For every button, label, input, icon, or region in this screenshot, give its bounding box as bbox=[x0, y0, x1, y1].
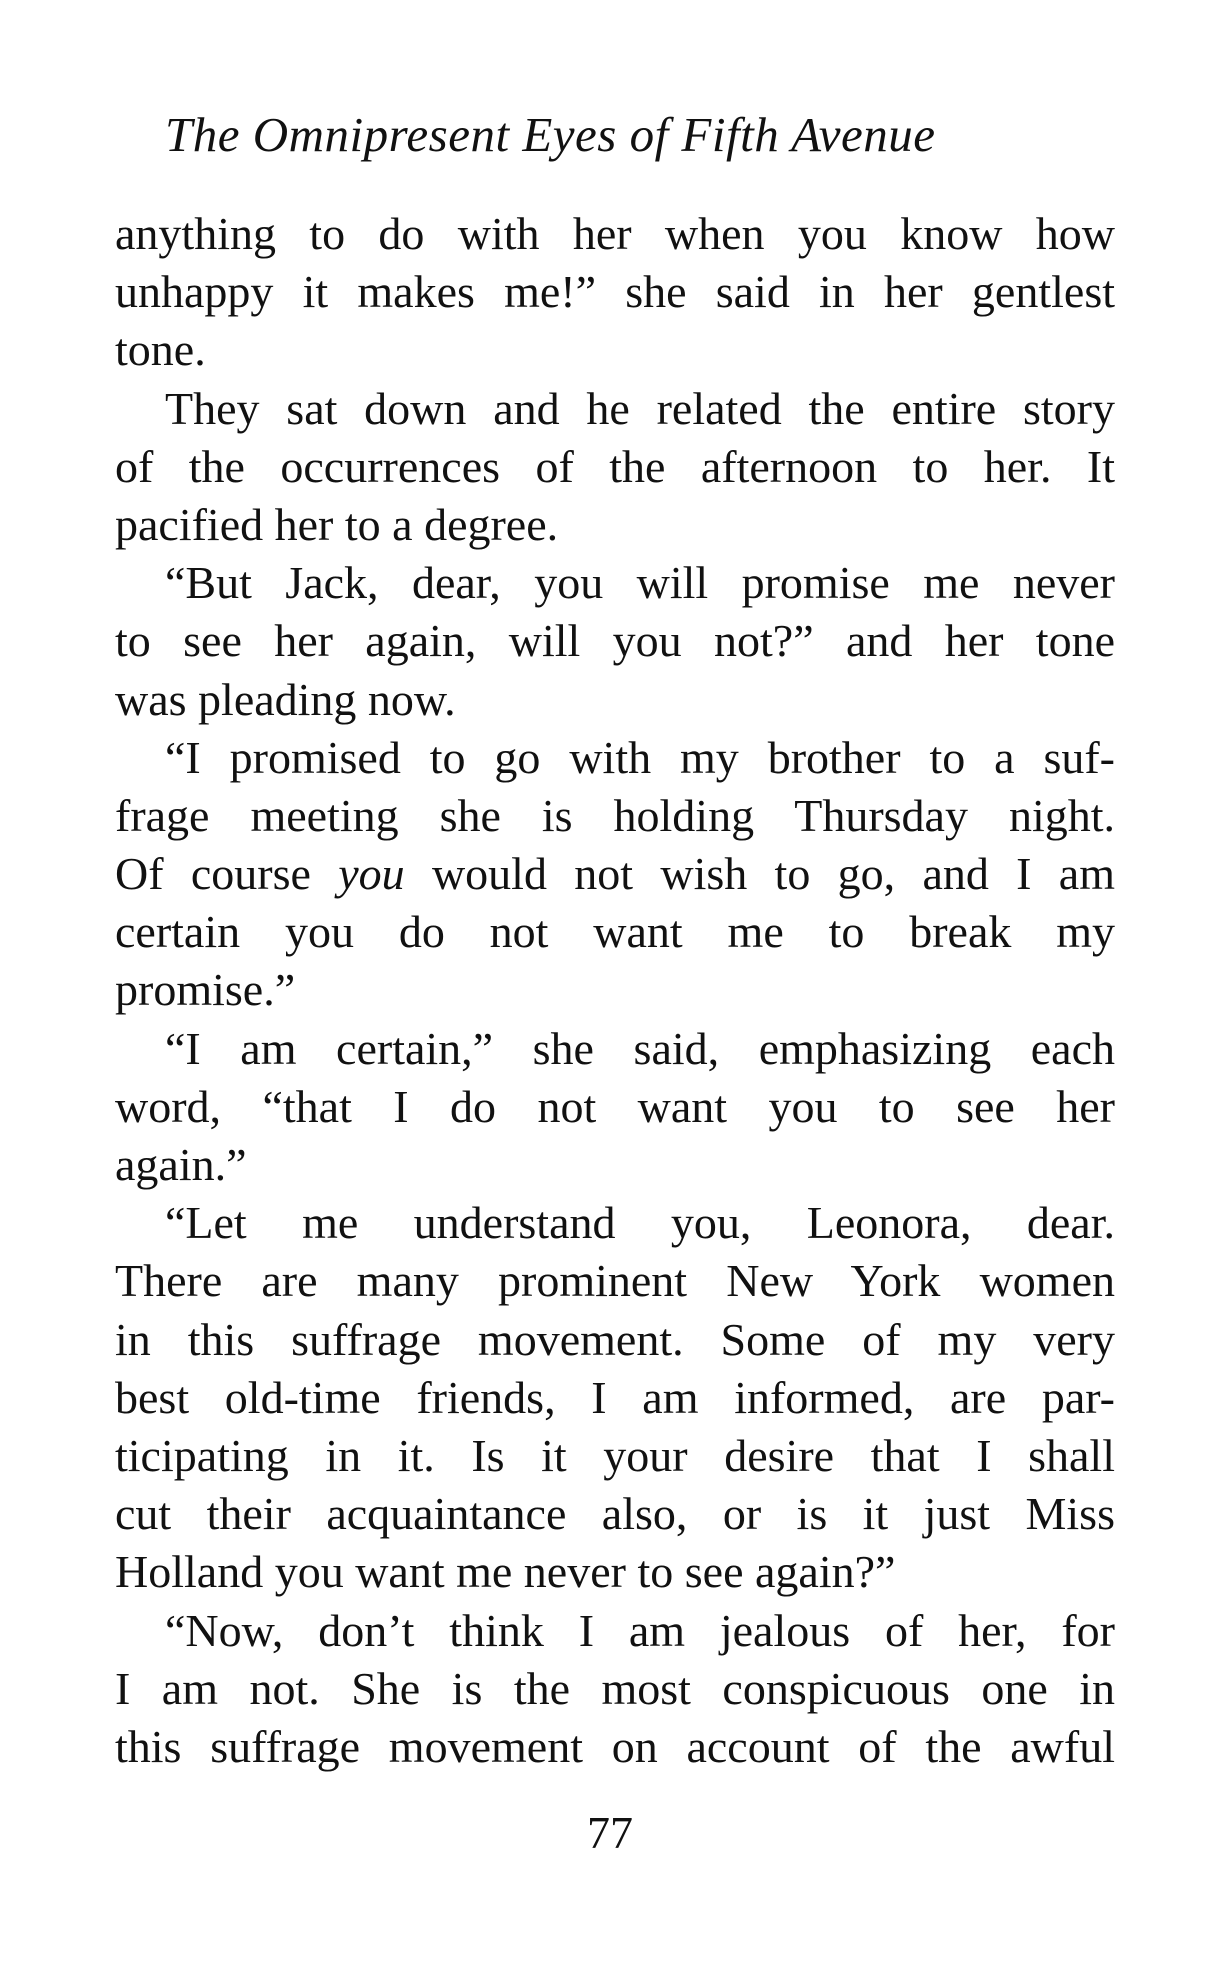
text-line: word, “that I do not want you to see her bbox=[115, 1080, 1115, 1132]
text-line: “But Jack, dear, you will promise me never bbox=[165, 557, 1115, 609]
running-head: The Omnipresent Eyes of Fifth Avenue bbox=[165, 107, 936, 162]
text-line: There are many prominent New York women bbox=[115, 1255, 1115, 1307]
text-line: best old-time friends, I am informed, are par- bbox=[115, 1371, 1115, 1423]
text-line: pacified her to a degree. bbox=[115, 498, 559, 550]
text-line: “I am certain,” she said, emphasizing each bbox=[165, 1022, 1115, 1074]
text-line: certain you do not want me to break my bbox=[115, 906, 1115, 958]
text-line: “Let me understand you, Leonora, dear. bbox=[165, 1197, 1115, 1249]
text-line bbox=[115, 845, 1115, 903]
text-line: anything to do with her when you know how bbox=[115, 208, 1115, 259]
text-line: was pleading now. bbox=[115, 673, 456, 725]
text-line: frage meeting she is holding Thursday night. bbox=[115, 789, 1115, 841]
page-number: 77 bbox=[587, 1807, 633, 1858]
text-line: tone. bbox=[115, 324, 206, 376]
text-line: promise.” bbox=[115, 964, 296, 1016]
text-fragment: would not wish to go, and I am bbox=[431, 848, 1116, 900]
text-line: of the occurrences of the afternoon to her. It bbox=[115, 440, 1115, 492]
text-fragment: Of course bbox=[115, 848, 311, 900]
emphasis: you bbox=[338, 848, 405, 900]
text-line: to see her again, will you not?” and her tone bbox=[115, 615, 1115, 667]
body-text bbox=[115, 205, 1115, 1776]
text-line: I am not. She is the most conspicuous one in bbox=[115, 1662, 1115, 1714]
text-line: “Now, don’t think I am jealous of her, for bbox=[165, 1604, 1115, 1656]
text-line: ticipating in it. Is it your desire that I shall bbox=[115, 1429, 1115, 1481]
text-line: They sat down and he related the entire story bbox=[165, 382, 1115, 434]
text-line: cut their acquaintance also, or is it just Miss bbox=[115, 1488, 1115, 1540]
text-line: again.” bbox=[115, 1139, 247, 1190]
text-line: in this suffrage movement. Some of my very bbox=[115, 1313, 1115, 1365]
text-line: Holland you want me never to see again?” bbox=[115, 1546, 896, 1598]
text-line: this suffrage movement on account of the awful bbox=[115, 1720, 1115, 1772]
text-line: unhappy it makes me!” she said in her gentlest bbox=[115, 266, 1115, 318]
text-line: “I promised to go with my brother to a suf- bbox=[165, 731, 1115, 783]
